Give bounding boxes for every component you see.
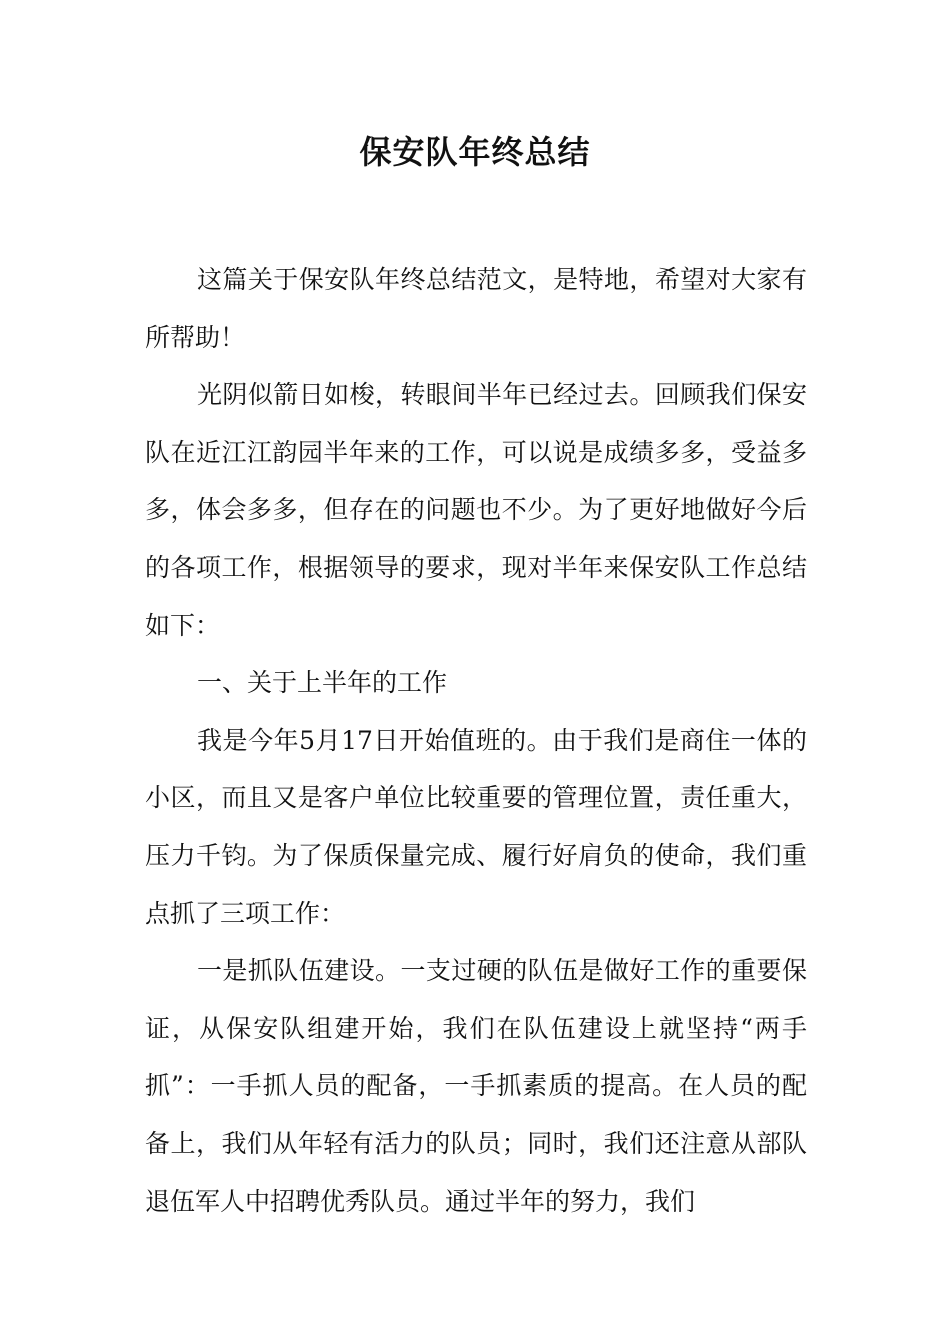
document-body: [145, 251, 807, 1230]
paragraph-start: 我是今年5月17日开始值班的。由于我们是商住一体的小区，而且又是客户单位比较重要的管理位置，责任重大，压力千钧。为了保质保量完成、履行好肩负的使命，我们重点抓了三项工作：: [145, 725, 807, 928]
paragraph-team-building: 一是抓队伍建设。一支过硬的队伍是做好工作的重要保证，从保安队组建开始，我们在队伍建设上就坚持“两手抓”：一手抓人员的配备，一手抓素质的提高。在人员的配备上，我们从年轻有活力的队员；同时，我们还注意从部队退伍军人中招聘优秀队员。通过半年的努力，我们: [145, 956, 807, 1216]
document-title: 保安队年终总结: [359, 133, 591, 171]
paragraph-overview: 光阴似箭日如梭，转眼间半年已经过去。回顾我们保安队在近江江韵园半年来的工作，可以说是成绩多多，受益多多，体会多多，但存在的问题也不少。为了更好地做好今后的各项工作，根据领导的要求，现对半年来保安队工作总结如下：: [145, 380, 807, 640]
paragraph-intro: 这篇关于保安队年终总结范文，是特地，希望对大家有所帮助！: [145, 265, 807, 352]
section-heading-1: 一、关于上半年的工作: [197, 668, 448, 698]
